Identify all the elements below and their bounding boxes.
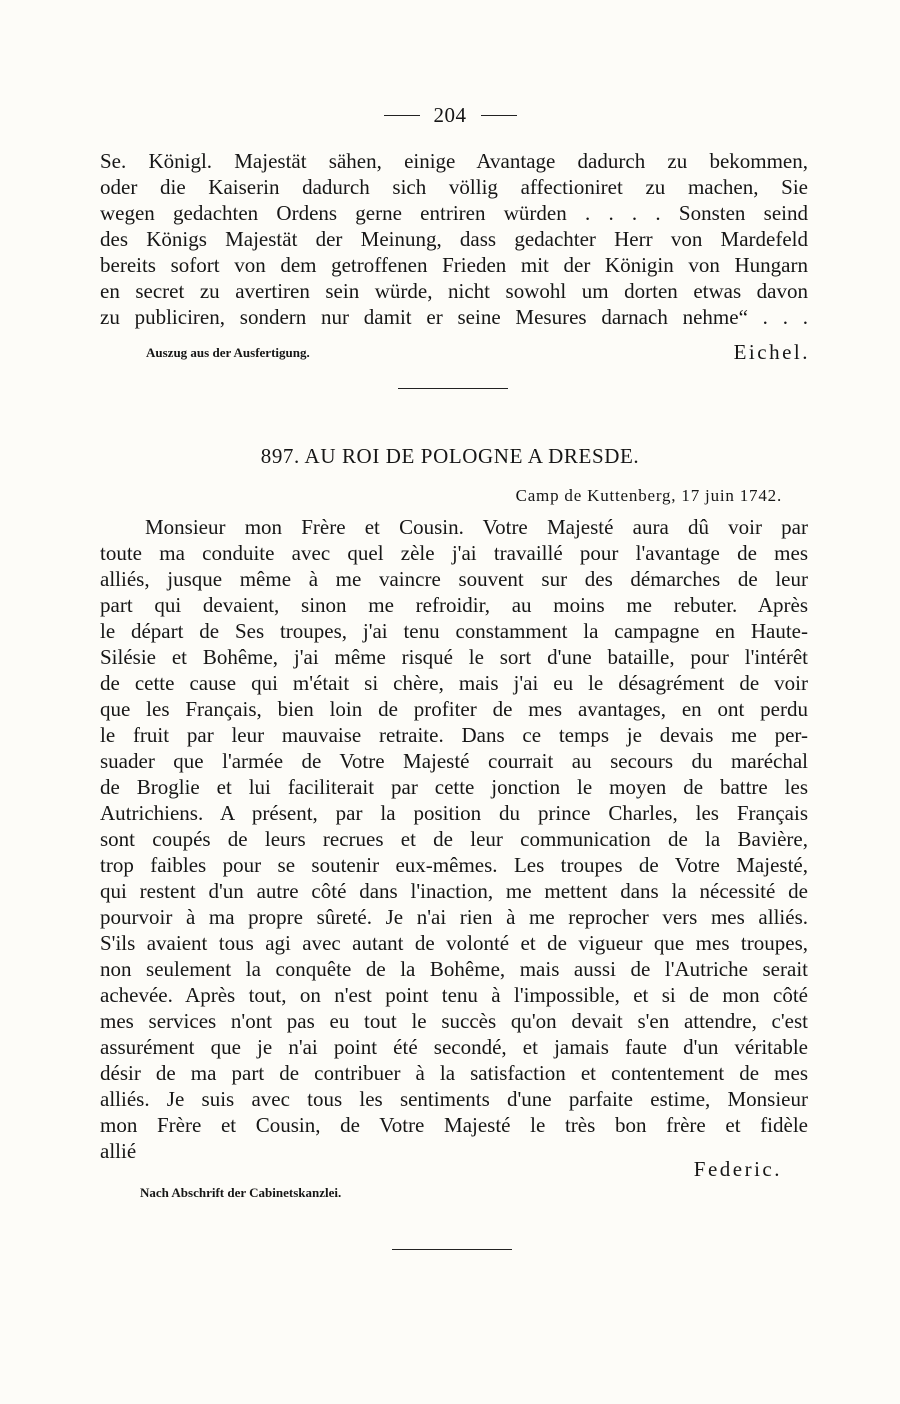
text-line: de cette cause qui m'était si chère, mais j'ai eu le désagrément de voir bbox=[100, 671, 808, 695]
text-line: assurément que je n'ai point été secondé, et jamais faute d'un véritable bbox=[100, 1035, 808, 1059]
text-line: wegen gedachten Ordens gerne entriren würden . . . . Sonsten seind bbox=[100, 201, 808, 225]
text-line: non seulement la conquête de la Bohême, mais aussi de l'Autriche serait bbox=[100, 957, 808, 981]
text-line: le départ de Ses troupes, j'ai tenu constamment la campagne en Haute- bbox=[100, 619, 808, 643]
text-line: pourvoir à ma propre sûreté. Je n'ai rien à me reprocher vers mes alliés. bbox=[100, 905, 808, 929]
page-number: 204 bbox=[433, 103, 467, 127]
text-line: de Broglie et lui faciliterait par cette jonction le moyen de battre les bbox=[100, 775, 808, 799]
letter-body bbox=[100, 514, 808, 1164]
source-note: Nach Abschrift der Cabinetskanzlei. bbox=[140, 1185, 342, 1200]
upper-signature: Eichel. bbox=[733, 340, 810, 364]
text-line: mon Frère et Cousin, de Votre Majesté le très bon frère et fidèle bbox=[100, 1113, 808, 1137]
text-line: bereits sofort von dem getroffenen Frieden mit der Königin von Hungarn bbox=[100, 253, 808, 277]
text-line: que les Français, bien loin de profiter de mes avantages, en ont perdu bbox=[100, 697, 808, 721]
page-header bbox=[0, 103, 900, 128]
text-line: zu publiciren, sondern nur damit er seine Mesures darnach nehme“ . . . bbox=[100, 305, 808, 329]
dateline: Camp de Kuttenberg, 17 juin 1742. bbox=[515, 486, 782, 505]
text-line: alliés. Je suis avec tous les sentiments d'une parfaite estime, Monsieur bbox=[100, 1087, 808, 1111]
upper-letter-body bbox=[100, 148, 808, 330]
text-line: mes services n'ont pas eu tout le succès qu'on devait s'en attendre, c'est bbox=[100, 1009, 808, 1033]
text-line: sont coupés de leurs recrues et de leur communication de la Bavière, bbox=[100, 827, 808, 851]
text-line: alliés, jusque même à me vaincre souvent sur des démarches de leur bbox=[100, 567, 808, 591]
text-line: Se. Königl. Majestät sähen, einige Avantage dadurch zu bekommen, bbox=[100, 149, 808, 173]
document-title: 897. AU ROI DE POLOGNE A DRESDE. bbox=[260, 444, 640, 468]
section-divider bbox=[398, 388, 508, 389]
text-line: Monsieur mon Frère et Cousin. Votre Majesté aura dû voir par bbox=[145, 515, 808, 539]
upper-source-note: Auszug aus der Ausfertigung. bbox=[146, 345, 310, 360]
text-line: Autrichiens. A présent, par la position du prince Charles, les Français bbox=[100, 801, 808, 825]
text-line: désir de ma part de contribuer à la satisfaction et contentement de mes bbox=[100, 1061, 808, 1085]
text-line: oder die Kaiserin dadurch sich völlig affectioniret zu machen, Sie bbox=[100, 175, 808, 199]
text-line: part qui devaient, sinon me refroidir, au moins me rebuter. Après bbox=[100, 593, 808, 617]
text-line: allié bbox=[100, 1139, 137, 1163]
text-line: suader que l'armée de Votre Majesté courrait au secours du maréchal bbox=[100, 749, 808, 773]
text-line: le fruit par leur mauvaise retraite. Dans ce temps je devais me per- bbox=[100, 723, 808, 747]
text-line: toute ma conduite avec quel zèle j'ai travaillé pour l'avantage de mes bbox=[100, 541, 808, 565]
signature: Federic. bbox=[693, 1157, 782, 1181]
end-rule bbox=[392, 1249, 512, 1250]
text-line: achevée. Après tout, on n'est point tenu à l'impossible, et si de mon côté bbox=[100, 983, 808, 1007]
header-dash-left bbox=[384, 115, 420, 116]
text-line: en secret zu avertiren sein würde, nicht sowohl um dorten etwas davon bbox=[100, 279, 808, 303]
text-line: des Königs Majestät der Meinung, dass gedachter Herr von Mardefeld bbox=[100, 227, 808, 251]
text-line: qui restent d'un autre côté dans l'inaction, me mettent dans la nécessité de bbox=[100, 879, 808, 903]
text-line: S'ils avaient tous agi avec autant de volonté et de vigueur que mes troupes, bbox=[100, 931, 808, 955]
header-dash-right bbox=[481, 115, 517, 116]
text-line: trop faibles pour se soutenir eux-mêmes. Les troupes de Votre Majesté, bbox=[100, 853, 808, 877]
text-line: Silésie et Bohême, j'ai même risqué le sort d'une bataille, pour l'intérêt bbox=[100, 645, 808, 669]
